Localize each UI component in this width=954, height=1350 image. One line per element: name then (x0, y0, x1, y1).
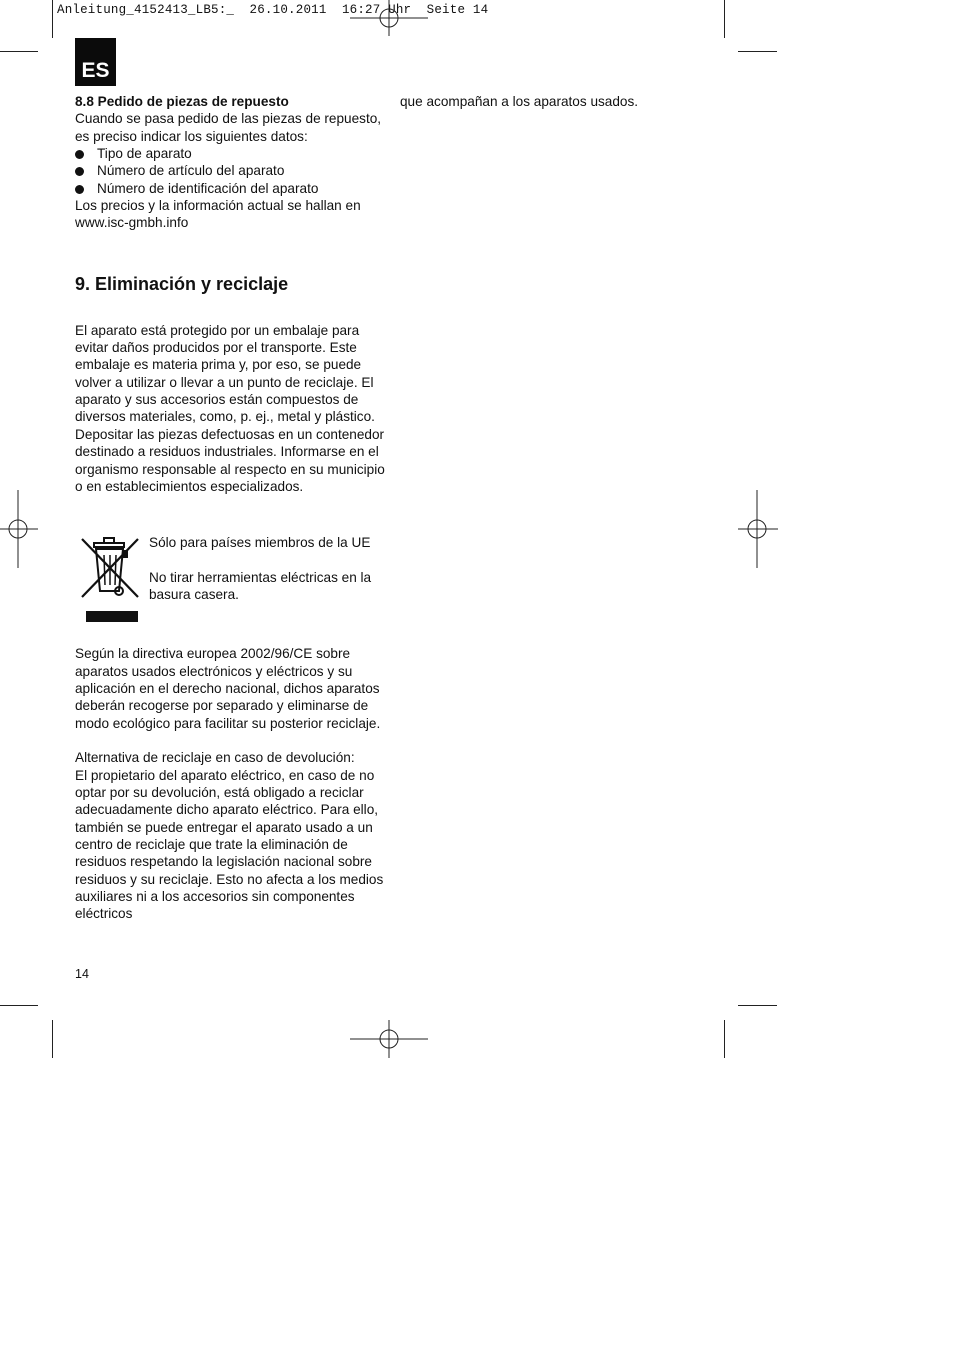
section-8-8-intro: Cuando se pasa pedido de las piezas de repuesto, es preciso indicar los siguientes datos: (75, 111, 382, 144)
page-number: 14 (75, 967, 89, 981)
section-9-heading: 9. Eliminación y reciclaje (75, 273, 289, 294)
list-item: Número de artículo del aparato (75, 162, 385, 179)
crop-mark-br-h (738, 1005, 777, 1006)
list-item: Tipo de aparato (75, 145, 385, 162)
registration-mark-left (0, 490, 38, 568)
right-column (400, 93, 700, 110)
weee-eu-only: Sólo para países miembros de la UE (149, 535, 371, 551)
print-slug: Anleitung_4152413_LB5:_ 26.10.2011 16:27 Uhr Seite 14 (57, 3, 489, 17)
crop-mark-bl-h (0, 1005, 38, 1006)
directive-paragraph: Según la directiva europea 2002/96/CE sobre aparatos usados electrónicos y eléctricos y su aplicación en el derecho nacional, dichos aparatos deberán recogerse por separado y eliminarse de modo ecológico para facilitar su posterior reciclaje. (75, 646, 381, 731)
weee-no-household-waste: No tirar herramientas eléctricas en la basura casera. (149, 569, 372, 603)
language-code: ES (81, 59, 110, 82)
continuation-text: que acompañan a los aparatos usados. (400, 94, 639, 109)
recycling-alternative-title: Alternativa de reciclaje en caso de devolución: (75, 750, 355, 766)
section-8-8-heading: 8.8 Pedido de piezas de repuesto (75, 94, 289, 109)
section-8-8-outro: Los precios y la información actual se hallan en www.isc-gmbh.info (75, 198, 361, 231)
left-column (75, 93, 385, 923)
weee-text (149, 534, 385, 603)
crossed-out-wheelie-bin-icon (78, 535, 142, 625)
registration-mark-top (350, 0, 428, 36)
crop-mark-bl-v (52, 1020, 53, 1058)
crop-mark-br-v (724, 1020, 725, 1058)
crop-mark-tr-v (724, 0, 725, 38)
registration-mark-right (738, 490, 778, 568)
weee-notice (75, 529, 385, 625)
packaging-paragraph: El aparato está protegido por un embalaje para evitar daños producidos por el transporte. Este embalaje es materia prima y, por eso, se puede volver a utilizar o llevar a un punto de reciclaje. El aparato y sus accesorios están compuestos de diversos materiales, como, p. ej., metal y plástico. Depositar las piezas defectuosas en un contenedor destinado a residuos industriales. Informarse en el organismo responsable al respecto en su municipio o en establecimientos especializados. (75, 322, 385, 494)
recycling-alternative-body: El propietario del aparato eléctrico, en caso de no optar por su devolución, está obligado a reciclar adecuadamente dicho aparato eléctrico. Para ello, también se puede entregar el aparato usado a un centro de reciclaje que trate la eliminación de residuos respetando la legislación nacional sobre residuos y su reciclaje. Esto no afecta a los medios auxiliares ni a los accesorios sin componentes eléctricos (75, 767, 384, 922)
crop-mark-tl-h (0, 51, 38, 52)
language-badge (75, 38, 116, 86)
registration-mark-bottom (350, 1020, 428, 1058)
crop-mark-tr-h (738, 51, 777, 52)
list-item: Número de identificación del aparato (75, 180, 385, 197)
spare-parts-data-list (75, 145, 385, 197)
crop-mark-tl-v (52, 0, 53, 38)
